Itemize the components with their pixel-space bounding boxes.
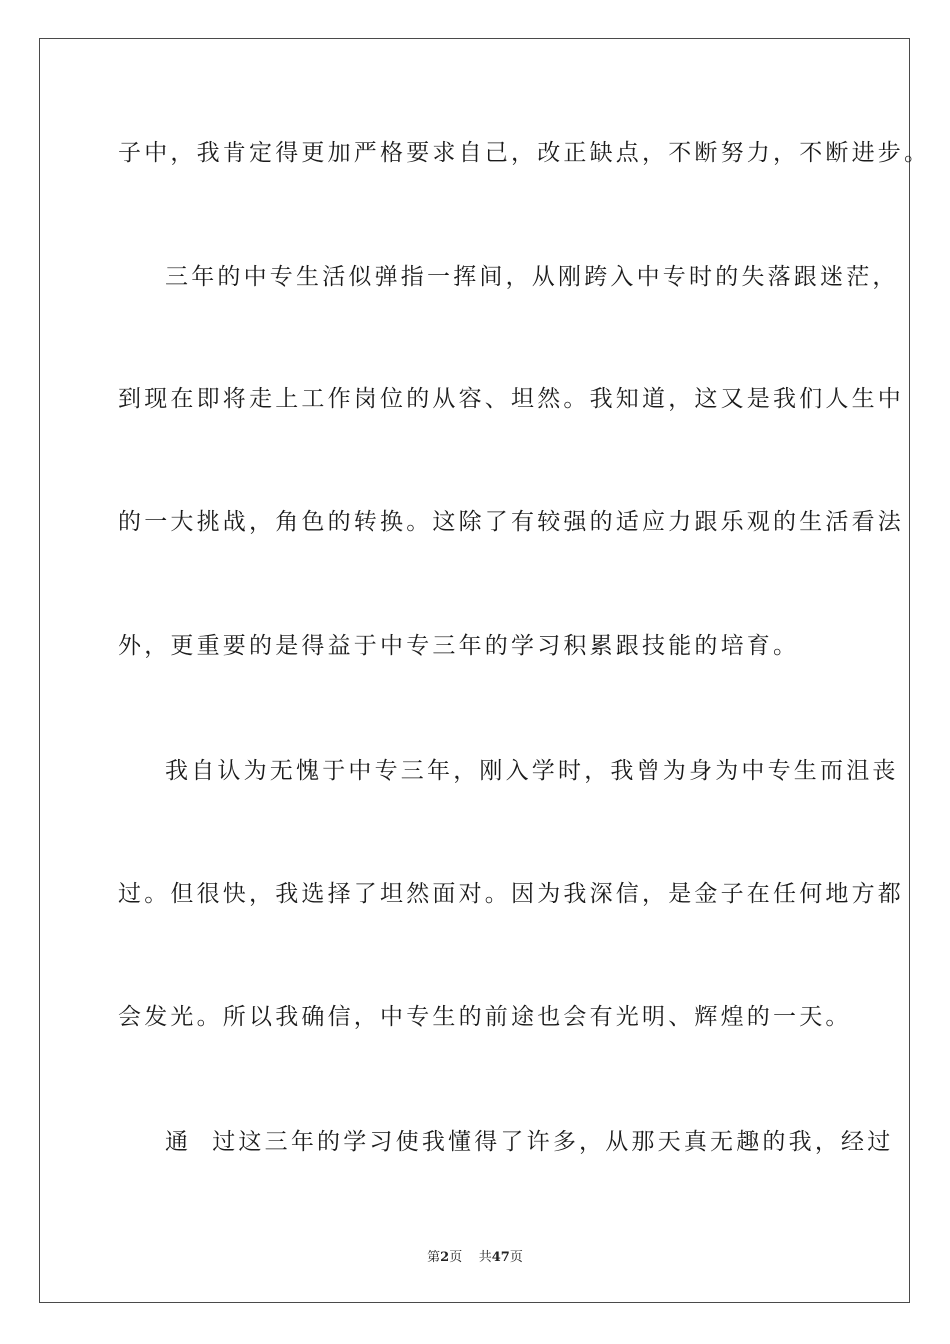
paragraph-line-7: 过。但很快，我选择了坦然面对。因为我深信，是金子在任何地方都 [118,881,904,907]
footer-page-prefix: 第 [427,1250,441,1265]
paragraph-line-3: 到现在即将走上工作岗位的从容、坦然。我知道，这又是我们人生中 [118,386,904,412]
footer-total-suffix: 页 [509,1250,523,1265]
paragraph-line-9: 通 过这三年的学习使我懂得了许多，从那天真无趣的我，经过 [165,1129,894,1155]
page-footer [0,1246,950,1265]
footer-total-prefix: 共 [478,1250,492,1265]
footer-total-number: 47 [491,1250,510,1265]
paragraph-line-6: 我自认为无愧于中专三年，刚入学时，我曾为身为中专生而沮丧 [165,758,899,784]
paragraph-line-5: 外，更重要的是得益于中专三年的学习积累跟技能的培育。 [118,633,800,659]
paragraph-line-1: 子中，我肯定得更加严格要求自己，改正缺点，不断努力，不断进步。 [118,140,931,166]
paragraph-line-8: 会发光。所以我确信，中专生的前途也会有光明、辉煌的一天。 [118,1004,852,1030]
paragraph-line-2: 三年的中专生活似弹指一挥间，从刚跨入中专时的失落跟迷茫， [165,264,899,290]
footer-page-number: 2 [440,1250,450,1265]
footer-page-suffix: 页 [449,1250,463,1265]
paragraph-line-4: 的一大挑战，角色的转换。这除了有较强的适应力跟乐观的生活看法 [118,509,904,535]
page-border [39,38,910,1303]
